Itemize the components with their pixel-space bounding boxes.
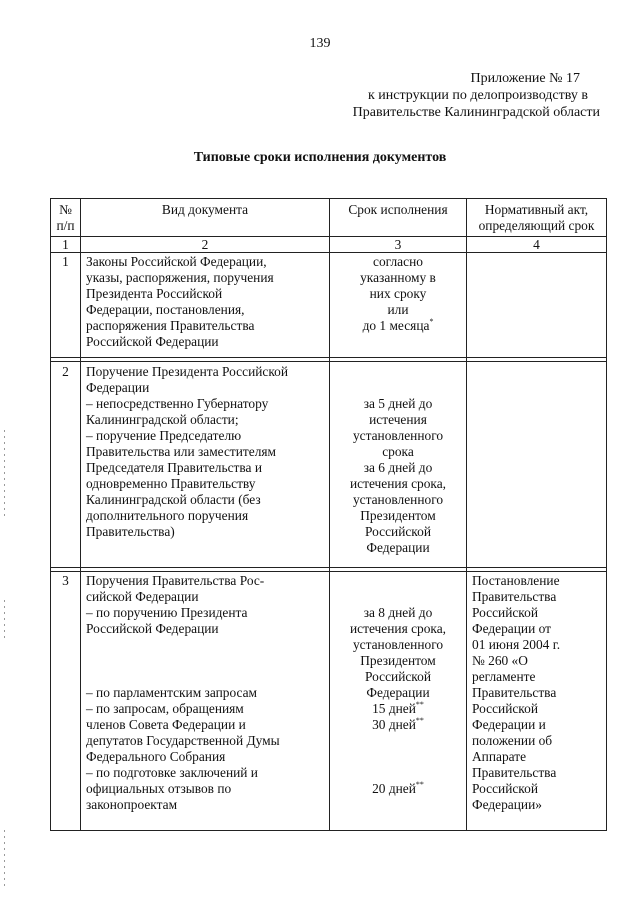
column-number: 3 bbox=[394, 237, 402, 252]
scan-margin-dots bbox=[4, 600, 5, 640]
table-border bbox=[606, 198, 607, 830]
row-normative-act: Постановление Правительства Российской Федерации от 01 июня 2004 г. № 260 «О регламенте Правительства Российской Федерации и положении об Аппарате Правительства Российской Федерации» bbox=[472, 573, 561, 812]
footnote-mark: ** bbox=[415, 716, 424, 725]
table-border bbox=[50, 198, 51, 830]
table-border bbox=[50, 357, 607, 358]
appendix-header bbox=[353, 70, 600, 121]
table-border bbox=[466, 198, 467, 830]
footnote-mark: ** bbox=[415, 780, 424, 789]
row-number: 3 bbox=[62, 573, 69, 588]
row-doc-type: Законы Российской Федерации, указы, распоряжения, поручения Президента Российской Федерации, постановления, распоряжения Правительства Российской Федерации bbox=[86, 254, 274, 349]
row-deadline: за 5 дней до истечения установленного срока за 6 дней до истечения срока, установленного Президентом Российской Федерации bbox=[349, 396, 447, 555]
table-border bbox=[50, 198, 607, 199]
scan-margin-dots bbox=[4, 430, 5, 520]
row-doc-type: Поручение Президента Российской Федерации – непосредственно Губернатору Калининградской области; – поручение Председателю Правительства или заместителям Председателя Правительства и одновременно Правительству Калининградской области (без дополнительного поручения Правительства) bbox=[86, 364, 289, 539]
footnote-mark: * bbox=[429, 317, 434, 326]
column-number: 1 bbox=[62, 237, 69, 252]
table-border bbox=[50, 361, 607, 362]
column-number: 2 bbox=[201, 237, 209, 252]
row-deadline: за 8 дней до истечения срока, установленного Президентом Российской Федерации 15 дней** 30 дней** 20 дней** bbox=[349, 605, 447, 796]
appendix-line: Правительстве Калининградской области bbox=[352, 105, 600, 120]
table-border bbox=[50, 567, 607, 568]
row-doc-type: Поручения Правительства Рос- сийской Федерации – по поручению Президента Российской Федерации – по парламентским запросам – по запросам, обращениям членов Совета Федерации и депутатов Государственной Думы Федерального Собрания – по подготовке заключений и официальных отзывов по законопроектам bbox=[86, 573, 280, 812]
footnote-mark: ** bbox=[415, 700, 424, 709]
table-border bbox=[50, 571, 607, 572]
header-num: № п/п bbox=[56, 202, 75, 233]
row-number: 2 bbox=[62, 364, 69, 379]
appendix-line: к инструкции по делопроизводству в bbox=[367, 88, 588, 103]
scan-margin-dots bbox=[4, 830, 5, 890]
table-border bbox=[50, 830, 607, 831]
row-number: 1 bbox=[62, 254, 69, 269]
header-deadline: Срок исполнения bbox=[348, 202, 448, 217]
appendix-line: Приложение № 17 bbox=[470, 71, 580, 86]
header-doc-type: Вид документа bbox=[161, 202, 249, 217]
row-deadline: согласно указанному в них сроку или до 1 месяца* bbox=[360, 254, 436, 333]
document-title: Типовые сроки исполнения документов bbox=[193, 150, 447, 165]
table-border bbox=[80, 198, 81, 830]
page-number: 139 bbox=[309, 36, 331, 51]
column-number: 4 bbox=[533, 237, 540, 252]
header-normative-act: Нормативный акт, определяющий срок bbox=[478, 202, 595, 233]
